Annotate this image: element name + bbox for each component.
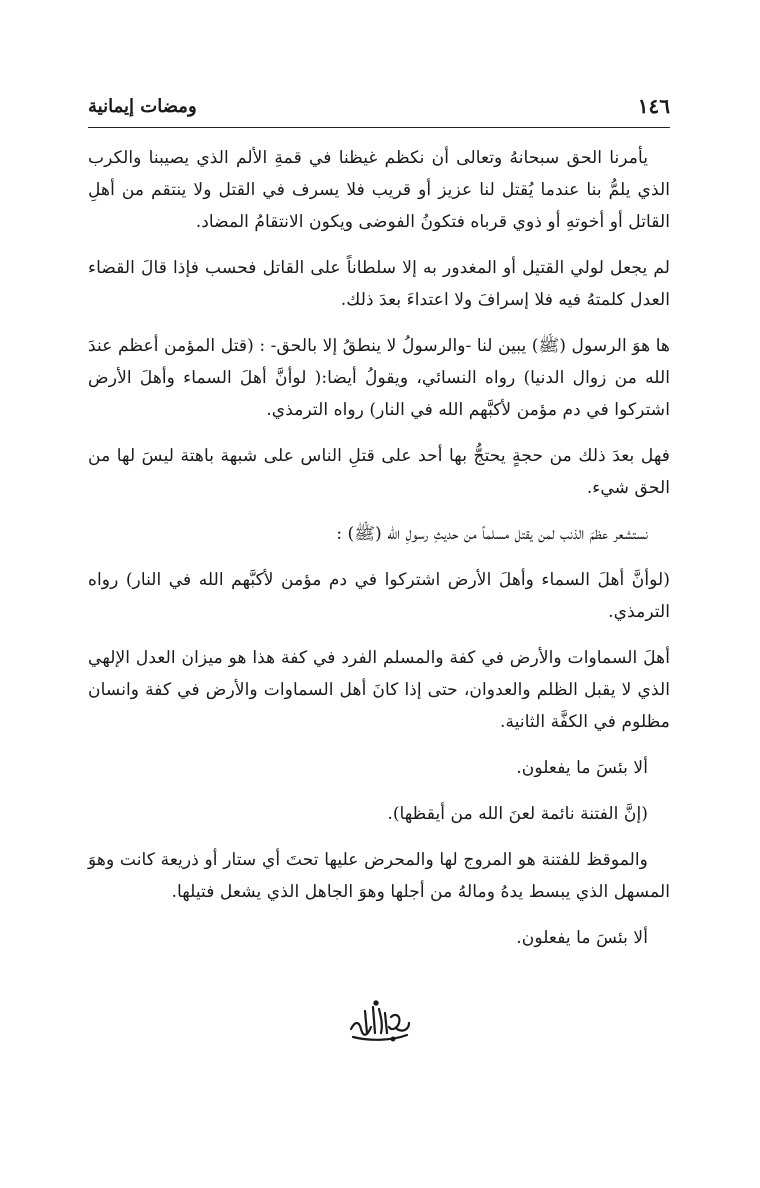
- page-number: ١٤٦: [637, 94, 670, 118]
- paragraph: لم يجعل لولي القتيل أو المغدور به إلا سلطاناً على القاتل فحسب فإذا قالَ القضاء العدل كلمتهُ فيه فلا إسرافَ ولا اعتداءَ بعدَ ذلك.: [88, 258, 670, 310]
- paragraph: ها هوَ الرسول (ﷺ) يبين لنا -والرسولُ لا ينطقُ إلا بالحق- : (قتل المؤمن أعظم عندَ الله من زوال الدنيا) رواه النسائي، ويقولُ أيضا:( لوأنَّ أهلَ السماء وأهلَ الأرض اشتركوا في دم مؤمن لأكبَّهم الله في النار) رواه الترمذي.: [88, 336, 670, 420]
- calligraphy-end-mark-icon: [0, 996, 760, 1046]
- paragraph: ألا بئسَ ما يفعلون.: [516, 928, 648, 948]
- paragraph: ألا بئسَ ما يفعلون.: [516, 758, 648, 778]
- paragraph: نستشعر عظمَ الذنب لمن يقتل مسلماً من حديثِ رسولِ الله (ﷺ) :: [336, 524, 648, 544]
- paragraph: (لوأنَّ أهلَ السماء وأهلَ الأرض اشتركوا في دم مؤمن لأكبَّهم الله في النار) رواه الترمذي.: [88, 570, 670, 622]
- paragraph: والموقظ للفتنة هو المروج لها والمحرض عليها تحتَ أي ستار أو ذريعة كانت وهوَ المسهل الذي يبسط يدهُ ومالهُ من أجلها وهوَ الجاهل الذي يشعل فتيلها.: [88, 850, 670, 902]
- header-rule: [88, 127, 670, 128]
- running-title: ومضات إيمانية: [88, 96, 197, 117]
- page-body: [88, 142, 670, 968]
- paragraph: أهلَ السماوات والأرض في كفة والمسلم الفرد في كفة هذا هو ميزان العدل الإلهي الذي لا يقبل الظلم والعدوان، حتى إذا كانَ أهل السماوات والأرض في كفة وانسان مظلوم في الكفَّة الثانية.: [88, 648, 670, 732]
- page-header: [88, 88, 670, 128]
- paragraph: فهل بعدَ ذلك من حجةٍ يحتجُّ بها أحد على قتلِ الناس على شبهة باهتة ليسَ لها من الحق شيء.: [88, 446, 670, 498]
- paragraph: يأمرنا الحق سبحانهُ وتعالى أن نكظم غيظنا في قمةِ الألم الذي يصيبنا والكرب الذي يلمُّ بنا عندما يُقتل لنا عزيز أو قريب فلا يسرف في القتل ولا ينتقم من أهلِ القاتل أو أخوتهِ أو ذوي قرباه فتكونُ الفوضى ويكون الانتقامُ المضاد.: [88, 148, 670, 232]
- paragraph: (إنَّ الفتنة نائمة لعنَ الله من أيقظها).: [387, 804, 648, 824]
